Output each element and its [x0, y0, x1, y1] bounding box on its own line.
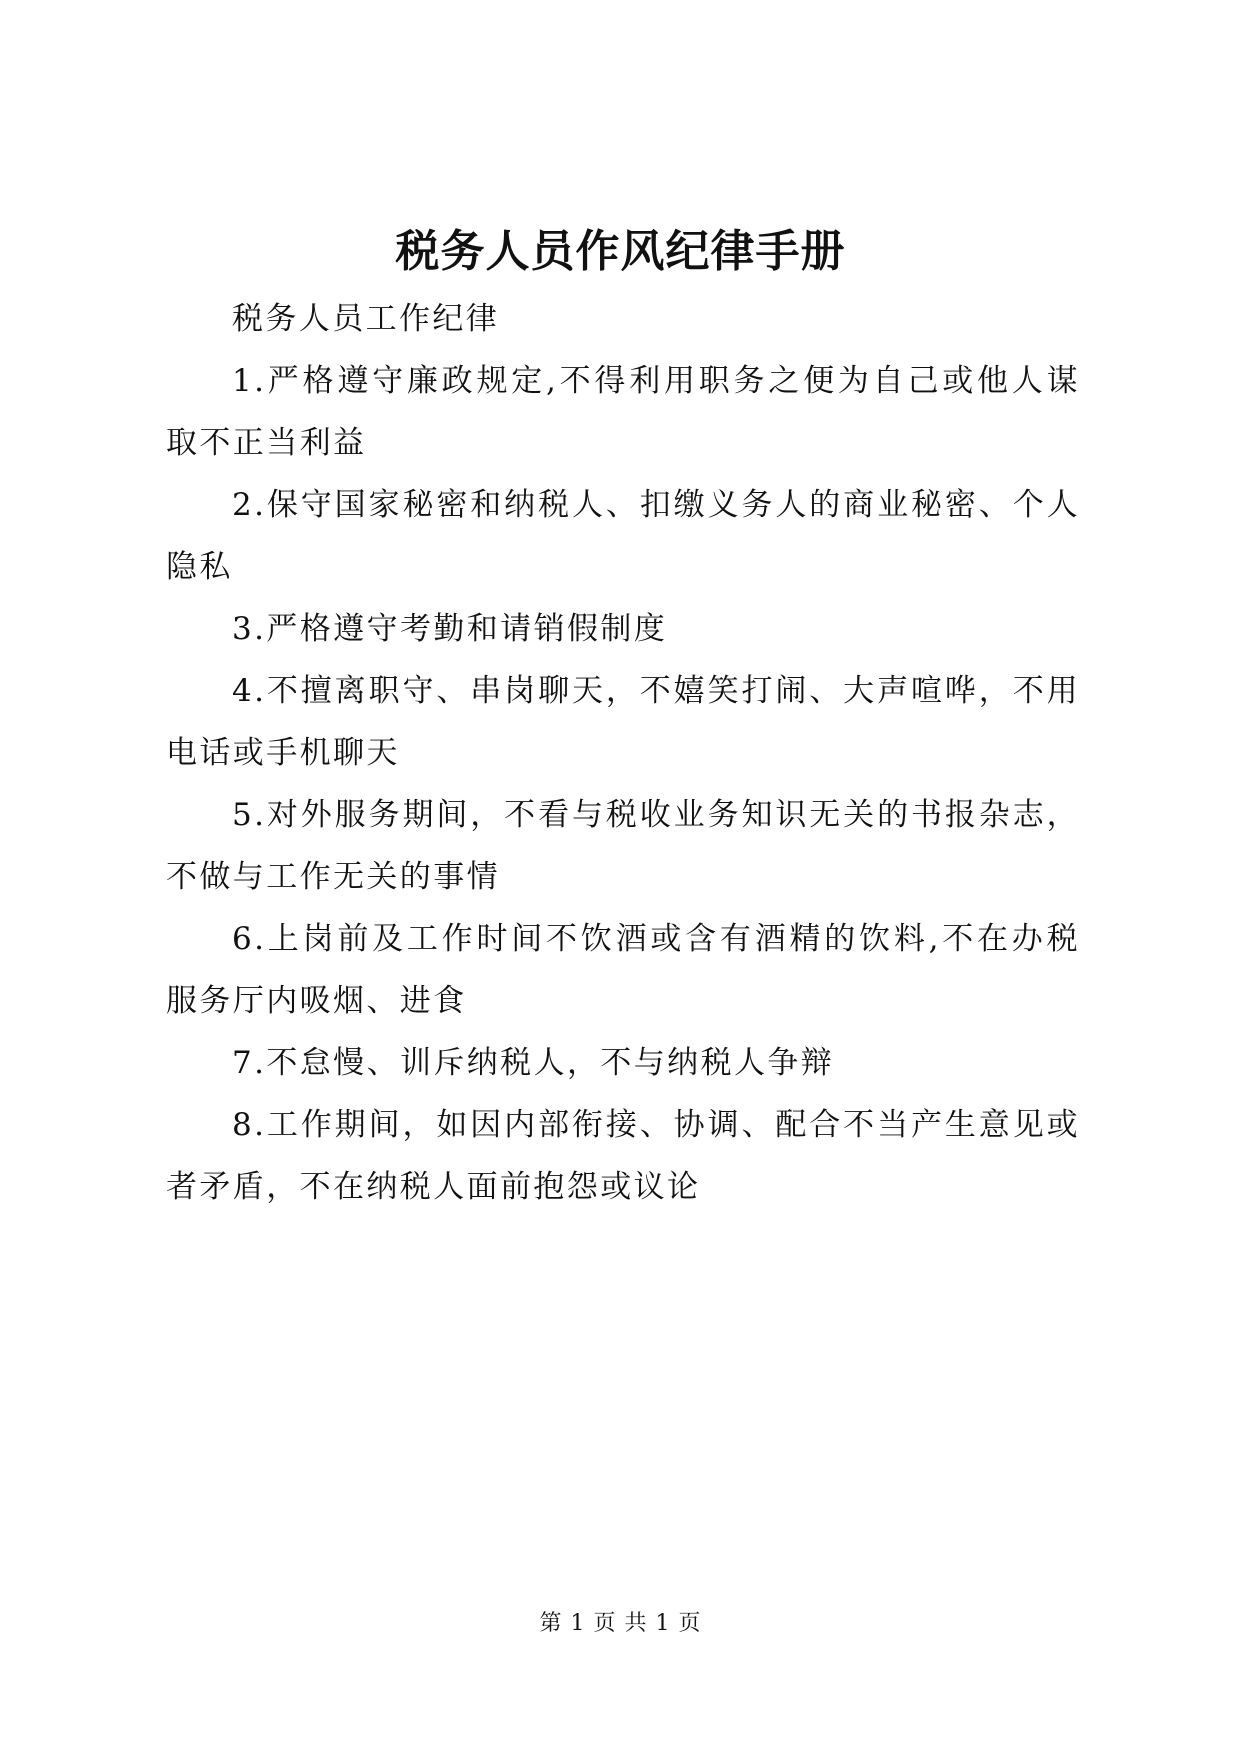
page-title: 税务人员作风纪律手册 [395, 226, 846, 277]
document-body [166, 288, 1080, 1218]
list-item: 3.严格遵守考勤和请销假制度 [232, 611, 668, 647]
list-item: 5.对外服务期间，不看与税收业务知识无关的书报杂志，不做与工作无关的事情 [166, 797, 1080, 895]
list-item: 1.严格遵守廉政规定,不得利用职务之便为自己或他人谋取不正当利益 [166, 363, 1080, 461]
page-number-footer: 第 1 页 共 1 页 [539, 1611, 702, 1636]
list-item: 7.不怠慢、训斥纳税人，不与纳税人争辩 [232, 1045, 835, 1081]
list-item: 6.上岗前及工作时间不饮酒或含有酒精的饮料,不在办税服务厅内吸烟、进食 [166, 921, 1080, 1019]
list-item: 2.保守国家秘密和纳税人、扣缴义务人的商业秘密、个人隐私 [166, 487, 1080, 585]
list-item: 8.工作期间，如因内部衔接、协调、配合不当产生意见或者矛盾，不在纳税人面前抱怨或议论 [166, 1107, 1080, 1205]
section-heading: 税务人员工作纪律 [232, 301, 500, 337]
list-item: 4.不擅离职守、串岗聊天，不嬉笑打闹、大声喧哗，不用电话或手机聊天 [166, 673, 1080, 771]
